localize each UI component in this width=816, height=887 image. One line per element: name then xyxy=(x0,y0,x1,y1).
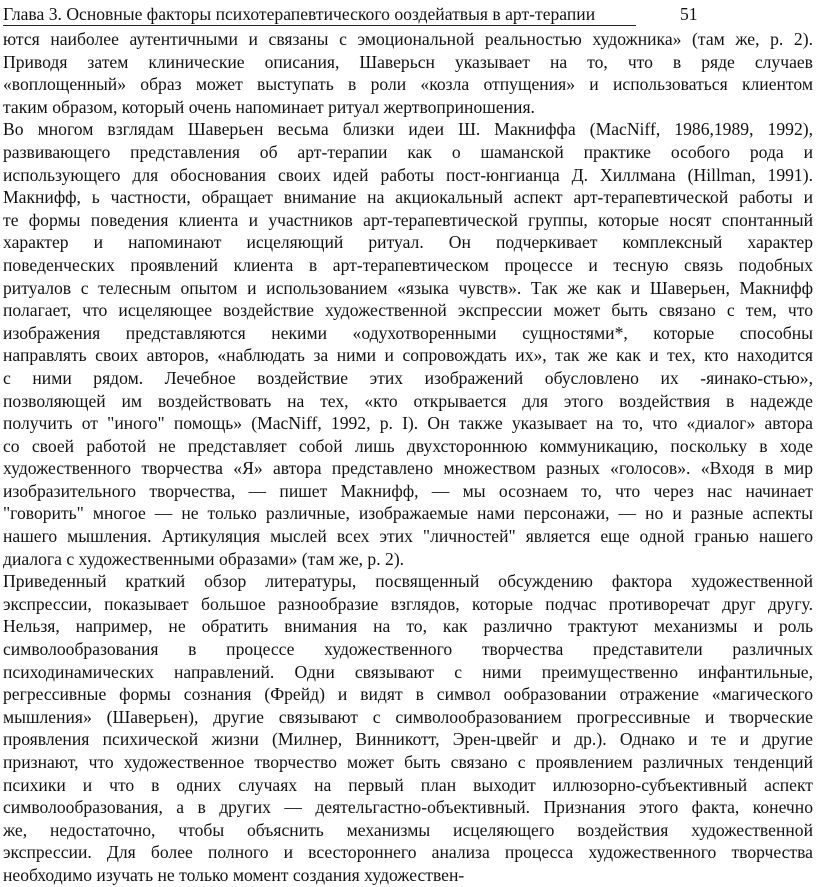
text-line: проявления психической жизни (Милнер, Винникотт, Эрен-цвейг и др.). Однако и те и другие xyxy=(3,729,813,750)
text-line: позволяющей им воздействовать на тех, «кто открывается для этого воздействия в надежде xyxy=(3,390,813,411)
body-text xyxy=(3,28,813,887)
text-line: символообразования, а в других — деятельгастно-объективный. Признания этого факта, конечно xyxy=(3,797,813,818)
running-header xyxy=(3,2,813,28)
text-line: художественного творчества «Я» автора представлено множеством разных «голосов». «Входя в мир xyxy=(3,458,813,479)
text-line: с ними рядом. Лечебное воздействие этих изображений обусловлено их -яинако-стью», xyxy=(3,367,813,388)
text-line: изображения представляются некими «одухотворенными сущностями*, которые способны xyxy=(3,322,813,343)
text-line: таким образом, который очень напоминает ритуал жертвоприношения. xyxy=(3,96,535,117)
text-line: экспрессии. Для более полного и всестороннего анализа процесса художественного творчества xyxy=(3,842,813,863)
paragraph xyxy=(3,570,813,886)
text-line: же, недостаточно, чтобы объяснить механизмы исцеляющего воздействия художественной xyxy=(3,819,813,840)
text-line: экспрессии, показывает большое разнообразие взглядов, которые подчас противоречат друг другу. xyxy=(3,593,813,614)
text-line: нашего мышления. Артикуляция мыслей всех этих "личностей" является еще одной гранью нашего xyxy=(3,526,813,547)
text-line: Во многом взглядам Шаверьен весьма близки идеи Ш. Макниффа (MacNiff, 1986,1989, 1992), xyxy=(3,119,813,140)
text-line: Приведенный краткий обзор литературы, посвященный обсуждению фактора художественной xyxy=(3,571,813,592)
text-line: ритуалов с телесным опытом и использованием «языка чувств». Так же как и Шаверьен, Макнифф xyxy=(3,277,813,298)
text-line: необходимо изучать не только момент создания художествен- xyxy=(3,864,465,885)
text-line: Нельзя, например, не обратить внимания на то, как различно трактуют механизмы и роль xyxy=(3,616,813,637)
text-line: развивающего представления об арт-терапии как о шаманской практике особого рода и xyxy=(3,141,813,162)
document-page xyxy=(3,2,813,885)
text-line: символообразования в процессе художественного творчества представители различных xyxy=(3,639,813,660)
paragraph xyxy=(3,118,813,570)
text-line: те формы поведения клиента и участников арт-терапевтической группы, которые носят спонтанный xyxy=(3,209,813,230)
text-line: психодинамических направлений. Одни связывают с ними преимущественно инфантильные, xyxy=(3,661,813,682)
text-line: регрессивные формы сознания (Фрейд) и видят в символ ообразовании отражение «магического xyxy=(3,684,813,705)
text-line: диалога с художественными образами» (там же, р. 2). xyxy=(3,548,405,569)
text-line: «воплощенный» образ может выступать в роли «козла отпущения» и использоваться клиентом xyxy=(3,74,813,95)
text-line: Приводя затем клинические описания, Шаверьсн указывает на то, что в ряде случаев xyxy=(3,51,813,72)
text-line: получить от "иного" помощь» (MacNiff, 1992, p. I). Он также указывает на то, что «диалог» автора xyxy=(3,413,813,434)
text-line: характер и напоминают исцеляющий ритуал. Он подчеркивает комплексный характер xyxy=(3,232,813,253)
text-line: Макнифф, ь частности, обращает внимание на акциокальный аспект арт-терапевтической работы и xyxy=(3,187,813,208)
text-line: мышления» (Шаверьен), другие связывают с символообразованием прогрессивные и творческие xyxy=(3,706,813,727)
text-line: использующего для обоснования своих идей работы пост-юнгианца Д. Хиллмана (Hillman, 1991). xyxy=(3,164,813,185)
text-line: признают, что художественное творчество может быть связано с проявлением различных тенденций xyxy=(3,752,813,772)
page-number: 51 xyxy=(680,4,698,24)
text-line: полагает, что исцеляющее воздействие художественной экспрессии может быть связано с тем, что xyxy=(3,300,813,321)
text-line: психики и что в одних случаях на первый план выходит иллюзорно-субъективный аспект xyxy=(3,774,813,795)
running-title: Глава 3. Основные факторы психотерапевтического ооздейатвыя в арт-терапии xyxy=(3,4,596,24)
header-underline xyxy=(3,25,636,26)
text-line: изобразительного творчества, — пишет Макнифф, — мы осознаем то, что через нас начинает xyxy=(3,480,813,501)
text-line: направлять своих авторов, «наблюдать за ними и сопровождать их», так же как и тех, кто находится xyxy=(3,345,813,366)
text-line: "говорить" многое — не только различные, изображаемые нами персонажи, — но и разные аспекты xyxy=(3,503,813,524)
text-line: ются наиболее аутентичными и связаны с эмоциональной реальностью художника» (там же, р. 2). xyxy=(3,29,813,49)
text-line: поведенческих проявлений клиента в арт-терапевтическом процессе и тесную связь подобных xyxy=(3,254,813,275)
text-line: со своей работой не представляет собой лишь двухстороннюю коммуникацию, поскольку в ходе xyxy=(3,435,813,456)
paragraph xyxy=(3,28,813,118)
